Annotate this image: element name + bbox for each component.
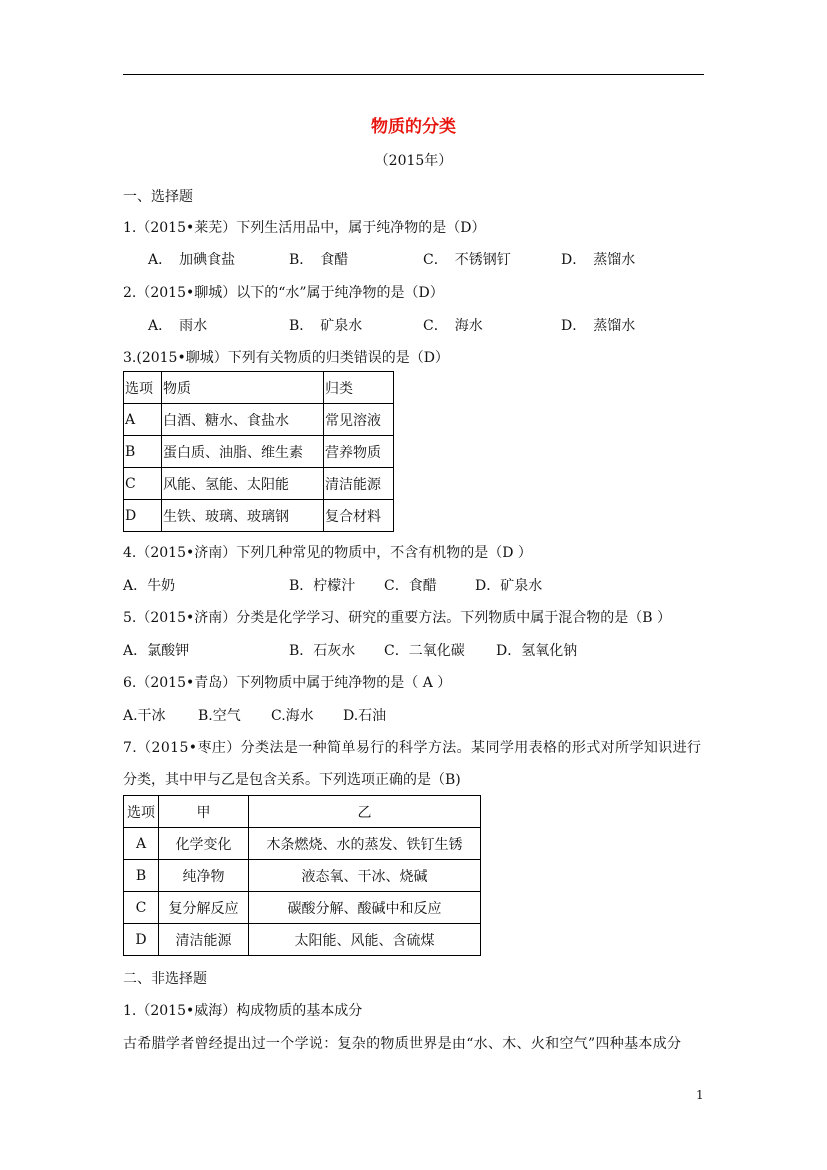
question-6-stem: 6.（2015•青岛）下列物质中属于纯净物的是（ A ） — [123, 675, 452, 691]
question-3-table — [123, 371, 394, 532]
table-cell: 清洁能源 — [159, 924, 249, 956]
table-row — [124, 436, 394, 468]
table-cell: B — [124, 860, 159, 892]
question-7-stem-line-1: 7.（2015•枣庄）分类法是一种简单易行的科学方法。某同学用表格的形式对所学知识进行 — [123, 740, 702, 756]
question-5-option-c: C．二氧化碳 — [384, 643, 465, 659]
table-cell: 纯净物 — [159, 860, 249, 892]
table-cell: 清洁能源 — [324, 468, 394, 500]
table-cell: C — [124, 468, 162, 500]
question-4-option-b: B．柠檬汁 — [289, 578, 356, 594]
table-header-cell: 物质 — [162, 372, 324, 404]
question-2-option-d: D． 蒸馏水 — [561, 318, 636, 334]
table-cell: 蛋白质、油脂、维生素 — [162, 436, 324, 468]
year-subtitle: （2015年） — [374, 153, 453, 169]
table-cell: 营养物质 — [324, 436, 394, 468]
table-cell: D — [124, 500, 162, 532]
question-6-option-d: D.石油 — [343, 708, 387, 724]
question-2-option-b: B． 矿泉水 — [289, 318, 363, 334]
page-title: 物质的分类 — [371, 117, 456, 137]
table-header-cell: 甲 — [159, 796, 249, 828]
table-cell: B — [124, 436, 162, 468]
table-cell: A — [124, 828, 159, 860]
table-header-cell: 选项 — [124, 372, 162, 404]
question-6-option-c: C.海水 — [271, 708, 314, 724]
table-header-cell: 归类 — [324, 372, 394, 404]
table-cell: 复分解反应 — [159, 892, 249, 924]
question-5-option-d: D．氢氧化钠 — [496, 643, 578, 659]
table-row — [124, 828, 481, 860]
question-7-stem-line-2: 分类，其中甲与乙是包含关系。下列选项正确的是（B) — [123, 772, 461, 788]
question-7-table — [123, 795, 481, 956]
table-row — [124, 468, 394, 500]
question-8-text: 古希腊学者曾经提出过一个学说：复杂的物质世界是由“水、木、火和空气”四种基本成分 — [123, 1036, 682, 1052]
question-1-option-a: A． 加碘食盐 — [148, 252, 236, 268]
table-cell: A — [124, 404, 162, 436]
question-4-stem: 4.（2015•济南）下列几种常见的物质中，不含有机物的是（D ） — [123, 545, 532, 561]
question-4-option-d: D．矿泉水 — [475, 578, 543, 594]
table-cell: 化学变化 — [159, 828, 249, 860]
question-6-option-b: B.空气 — [198, 708, 241, 724]
page-number: 1 — [696, 1088, 704, 1102]
header-rule — [123, 74, 704, 75]
table-header-row — [124, 372, 394, 404]
table-cell: 木条燃烧、水的蒸发、铁钉生锈 — [249, 828, 481, 860]
table-cell: 碳酸分解、酸碱中和反应 — [249, 892, 481, 924]
table-cell: 风能、氢能、太阳能 — [162, 468, 324, 500]
table-cell: 太阳能、风能、含硫煤 — [249, 924, 481, 956]
question-5-stem: 5.（2015•济南）分类是化学学习、研究的重要方法。下列物质中属于混合物的是（B ） — [123, 610, 671, 626]
question-4-option-c: C．食醋 — [384, 578, 437, 594]
question-1-stem: 1.（2015•莱芜）下列生活用品中，属于纯净物的是（D） — [123, 220, 486, 236]
table-header-row — [124, 796, 481, 828]
section-heading-choice: 一、选择题 — [123, 189, 193, 205]
question-5-option-a: A．氯酸钾 — [123, 643, 190, 659]
table-cell: 常见溶液 — [324, 404, 394, 436]
table-row — [124, 404, 394, 436]
question-2-option-a: A． 雨水 — [148, 318, 208, 334]
table-cell: 液态氧、干冰、烧碱 — [249, 860, 481, 892]
question-2-stem: 2.（2015•聊城）以下的“水”属于纯净物的是（D） — [123, 285, 444, 301]
table-cell: 复合材料 — [324, 500, 394, 532]
table-header-cell: 乙 — [249, 796, 481, 828]
table-row — [124, 892, 481, 924]
table-cell: C — [124, 892, 159, 924]
question-1-option-d: D． 蒸馏水 — [561, 252, 636, 268]
question-1-option-c: C． 不锈钢钉 — [423, 252, 511, 268]
table-row — [124, 860, 481, 892]
question-1-option-b: B． 食醋 — [289, 252, 349, 268]
question-6-option-a: A.干冰 — [123, 708, 166, 724]
table-cell: 生铁、玻璃、玻璃钢 — [162, 500, 324, 532]
question-3-stem: 3.(2015•聊城）下列有关物质的归类错误的是（D） — [123, 350, 449, 366]
section-heading-non-choice: 二、非选择题 — [123, 971, 207, 987]
table-cell: 白酒、糖水、食盐水 — [162, 404, 324, 436]
table-header-cell: 选项 — [124, 796, 159, 828]
table-cell: D — [124, 924, 159, 956]
question-2-option-c: C． 海水 — [423, 318, 483, 334]
question-8-stem: 1.（2015•威海）构成物质的基本成分 — [123, 1003, 363, 1019]
table-row — [124, 500, 394, 532]
question-4-option-a: A．牛奶 — [123, 578, 176, 594]
question-5-option-b: B．石灰水 — [289, 643, 356, 659]
table-row — [124, 924, 481, 956]
